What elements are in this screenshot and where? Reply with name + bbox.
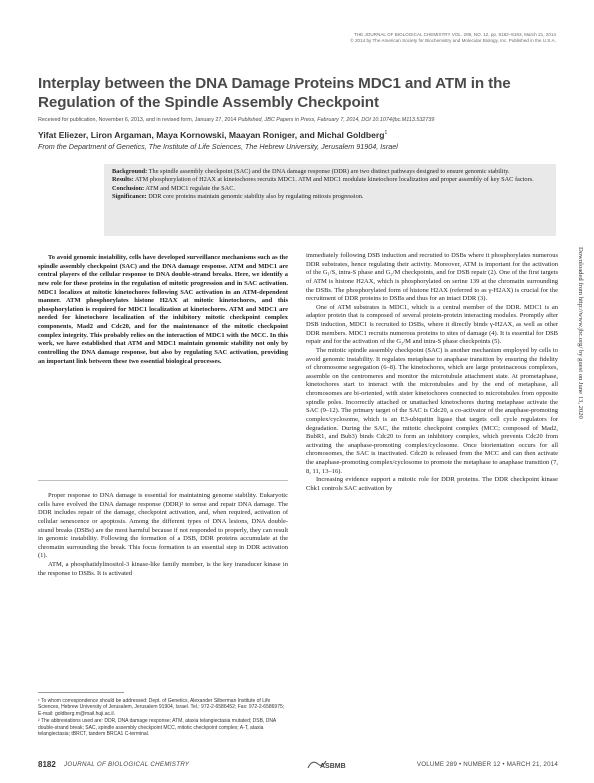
footnote-2: ² The abbreviations used are: DDR, DNA damage response; ATM, ataxia telangiectasia mutated; DSB, DNA double-strand break; SAC, spindle assembly checkpoint MCC, mitotic checkpoint complex; A-T, ataxia telangiectasia; tBRCT, tandem BRCA1 C-terminal.	[38, 718, 276, 738]
journal-header-line1: THE JOURNAL OF BIOLOGICAL CHEMISTRY VOL. 289, NO. 12, pp. 8182–8193, March 21, 2014	[354, 32, 556, 37]
right-paragraph-4: Increasing evidence support a mitotic role for DDR proteins. The DDR checkpoint kinase Chk1 controls SAC activation by	[306, 476, 558, 492]
summary-text: To avoid genomic instability, cells have developed surveillance mechanisms such as the spindle assembly checkpoint (SAC) and the DNA damage response. ATM and MDC1 are central players of the cellular response to DNA double-strand breaks. Here, we identify a new role for these proteins in the regulation of mitotic progression and in SAC activation. MDC1 localizes at mitotic kinetochores following SAC activation in an ATM-dependent manner. ATM phosphorylates histone H2AX at mitotic kinetochores, and this phosphorylation is required for MDC1 localization at kinetochores. ATM and MDC1 are needed for kinetochore localization of the inhibitory mitotic checkpoint complex components, Mad2 and Cdc20, and for the maintenance of the mitotic checkpoint complex integrity. This probably relies on the interaction of MDC1 with the MCC. In this work, we have established that ATM and MDC1 maintain genomic stability not only by controlling the DNA damage response, but also by regulating SAC activation, providing an important link between these two essential biological processes.	[38, 254, 288, 365]
introduction-right-column	[306, 252, 558, 494]
right-paragraph-1: immediately following DSB induction and recruited to DSBs where it phosphorylates numerous DDR substrates, hence regulating their activity. Moreover, ATM is important for the activation of the G₁/S, intra-S phase and G₂/M checkpoints, and for DSB repair (2). One of the first targets of ATM is histone H2AX, which is phosphorylated on serine 139 at the chromatin surrounding the DSBs. The phosphorylated form of histone H2AX (referred to as γ-H2AX) is crucial for the recruitment of DDR proteins to DSBs and thus for an intact DDR (3).	[306, 252, 558, 303]
introduction-left-column	[38, 492, 288, 578]
abstract-results-label: Results:	[112, 176, 134, 184]
asbmb-logo-text: ASBMB	[320, 763, 346, 770]
abstract-background-text: The spindle assembly checkpoint (SAC) and the DNA damage response (DDR) are two distinct pathways designed to ensure genomic stability.	[147, 168, 510, 175]
intro-paragraph-2: ATM, a phosphatidylinositol-3 kinase-like family member, is the key transducer kinase in the response to DSBs. It is activated	[38, 561, 288, 577]
abstract-significance-text: DDR core proteins maintain genomic stability also by regulating mitosis progression.	[146, 193, 364, 201]
article-title: Interplay between the DNA Damage Proteins MDC1 and ATM in the Regulation of the Spindle Assembly Checkpoint	[38, 75, 511, 111]
abstract-significance	[112, 193, 548, 201]
page-number: 8182	[38, 760, 56, 769]
footnote-divider	[38, 692, 124, 693]
structured-abstract	[104, 164, 556, 236]
published-info: Published, JBC Papers in Press, February 7, 2014, DOI 10.1074/jbc.M113.532739	[236, 117, 435, 123]
author-list	[38, 128, 558, 141]
right-paragraph-2: One of ATM substrates is MDC1, which is a central member of the DDR. MDC1 is an adaptor protein that is composed of several protein-protein interacting modules. Promptly after DSB induction, MDC1 is recruited to DSBs, where it directly binds γ-H2AX, as well as other DDR members. MDC1 recruits numerous proteins to sites of damage (4). It is essential for DSB repair and for the activation of the G₂/M and intra-S phase checkpoints (5).	[306, 303, 558, 346]
abstract-background	[112, 168, 548, 176]
section-divider	[38, 480, 288, 481]
abstract-results-text: ATM phosphorylation of H2AX at kinetochores recruits MDC1. ATM and MDC1 modulate kinetochore localization and proper assembly of key SAC factors.	[133, 176, 534, 184]
download-watermark	[574, 247, 588, 597]
received-line	[38, 117, 558, 124]
abstract-background-label: Background:	[112, 168, 148, 175]
journal-header-line2: © 2014 by The American Society for Biochemistry and Molecular Biology, Inc. Published in the U.S.A.	[350, 38, 556, 43]
footnote-1: ¹ To whom correspondence should be addressed: Dept. of Genetics, Alexander Silberman Institute of Life Sciences, Hebrew University of Jerusalem, Jerusalem 91904, Israel. Tel.: 972-2-6586452; Fax: 972-2-6586975; E-mail: goldberg.m@mail.huji.ac.il.	[38, 698, 285, 717]
intro-paragraph-1: Proper response to DNA damage is essential for maintaining genome stability. Eukaryotic cells have evolved the DNA damage response (DDR)² to sense and repair DNA damage. The DDR includes repair of the damage, checkpoint activation, and, when required, activation of cellular senescence or apoptosis. Among the different types of DNA lesions, DNA double-strand breaks (DSBs) are the most harmful because if not responded to properly, they can result in genomic instability. Following the formation of a DSB, DDR proteins accumulate at the chromatin surrounding the break. This focus formation is an essential step in DDR activation (1).	[38, 492, 288, 560]
author-names: Yifat Eliezer, Liron Argaman, Maya Kornowski, Maayan Roniger, and Michal Goldberg	[38, 129, 385, 140]
journal-header	[256, 32, 556, 44]
footer-journal-name: JOURNAL OF BIOLOGICAL CHEMISTRY	[64, 761, 190, 768]
footnotes	[38, 698, 288, 738]
received-dates: Received for publication, November 6, 2013, and in revised form, January 27, 2014	[38, 117, 237, 123]
abstract-conclusion-label: Conclusion:	[112, 184, 145, 192]
asbmb-logo	[306, 758, 352, 770]
abstract-conclusion	[112, 185, 548, 193]
right-paragraph-3: The mitotic spindle assembly checkpoint (SAC) is another mechanism employed by cells to avoid genomic instability. It regulates metaphase to anaphase transition by ensuring the fidelity of chromosome segregation (6–8). The kinetochores, which are large proteinaceous complexes, assemble on the centromeres and monitor the microtubule attachment state. At prometaphase, kinetochores start to interact with the microtubules and by the end of metaphase, all chromosomes are bi-oriented, with sister kinetochores connected to microtubules from opposite spindle poles. Incorrectly attached or unattached kinetochores during metaphase activate the SAC (9–12). The primary target of the SAC is Cdc20, a co-activator of the anaphase-promoting complex/cyclosome, which is an E3-ubiquitin ligase that targets cell cycle regulators for degradation. During the SAC, the mitotic checkpoint complex (MCC; composed of Mad2, BubR1, and Bub3) binds Cdc20 to form an inhibitory complex, which prevents Cdc20 from activating the anaphase-promoting complex/cyclosome. Once biorientation occurs for all chromosomes, the SAC is inactivated. Cdc20 is released from the MCC and can then activate the anaphase-promoting complex/cyclosome to promote the metaphase to anaphase transition (7, 8, 11, 13–16).	[306, 346, 558, 475]
summary-paragraph	[38, 254, 288, 366]
affiliation: From the Department of Genetics, The Institute of Life Sciences, The Hebrew University, Jerusalem 91904, Israel	[38, 142, 398, 151]
download-watermark-text[interactable]: Downloaded from http://www.jbc.org/ by guest on June 13, 2020	[577, 247, 584, 419]
author-footnote-marker: 1	[384, 130, 388, 136]
volume-info: VOLUME 289 • NUMBER 12 • MARCH 21, 2014	[416, 761, 558, 768]
abstract-significance-label: Significance:	[112, 193, 147, 201]
page-footer	[38, 758, 558, 772]
abstract-results	[112, 176, 548, 184]
abstract-conclusion-text: ATM and MDC1 regulate the SAC.	[144, 184, 235, 192]
